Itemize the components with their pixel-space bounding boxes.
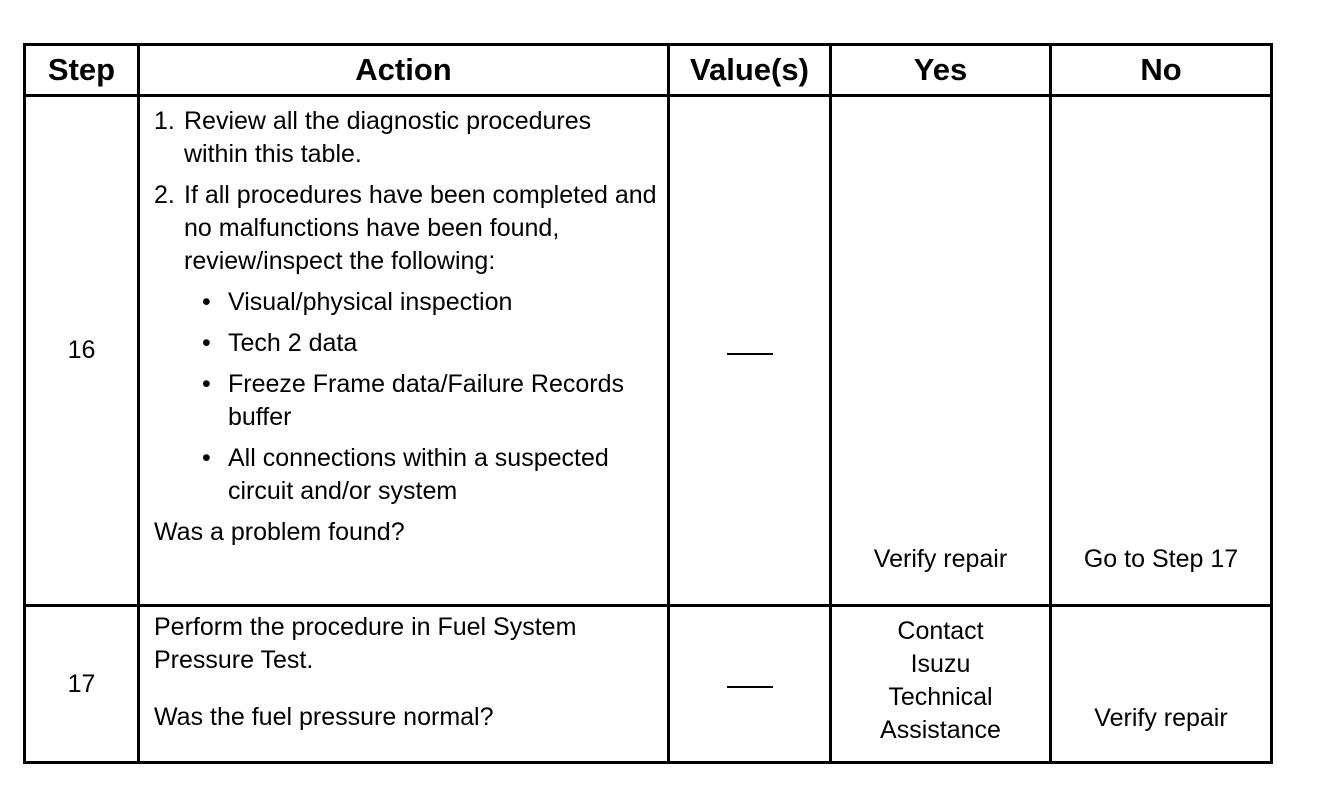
- numbered-item: [154, 179, 659, 278]
- question-text: Was a problem found?: [154, 518, 405, 546]
- item-text: Review all the diagnostic procedures within this table.: [184, 107, 592, 168]
- no-result: Go to Step 17: [1083, 545, 1239, 573]
- header-no: No: [1051, 45, 1272, 96]
- value-cell: [669, 96, 831, 606]
- list-item: [154, 286, 659, 319]
- dash-icon: [727, 353, 773, 355]
- bullet-icon: •: [202, 288, 211, 316]
- yes-result: Verify repair: [873, 545, 1008, 573]
- header-step: Step: [25, 45, 139, 96]
- list-item: [154, 442, 659, 508]
- action-text: Perform the procedure in Fuel System Pressure Test.: [154, 613, 577, 674]
- no-cell: [1051, 96, 1272, 606]
- step-number: 16: [25, 96, 139, 606]
- action-cell: [139, 96, 669, 606]
- yes-cell: [831, 606, 1051, 763]
- header-values: Value(s): [669, 45, 831, 96]
- list-item: [154, 368, 659, 434]
- inspection-list: [154, 286, 659, 508]
- list-item-text: Visual/physical inspection: [228, 288, 513, 316]
- list-item-text: Freeze Frame data/Failure Records buffer: [228, 370, 624, 431]
- item-text: If all procedures have been completed and no malfunctions have been found, review/inspect the following:: [184, 181, 657, 275]
- yes-cell: [831, 96, 1051, 606]
- no-result: Verify repair: [1094, 704, 1228, 732]
- yes-result: Contact Isuzu Technical Assistance: [880, 617, 1001, 744]
- action-cell: [139, 606, 669, 763]
- list-item-text: Tech 2 data: [228, 329, 358, 357]
- value-cell: [669, 606, 831, 763]
- question-text: Was the fuel pressure normal?: [154, 703, 494, 731]
- list-item-text: All connections within a suspected circuit and/or system: [228, 444, 609, 505]
- diagnostic-table: [23, 43, 1273, 764]
- item-number: 2.: [154, 181, 175, 209]
- dash-icon: [727, 686, 773, 688]
- header-yes: Yes: [831, 45, 1051, 96]
- table-row-step-17: [25, 606, 1272, 763]
- bullet-icon: •: [202, 444, 211, 472]
- list-item: [154, 327, 659, 360]
- no-cell: [1051, 606, 1272, 763]
- header-action: Action: [139, 45, 669, 96]
- item-number: 1.: [154, 107, 175, 135]
- bullet-icon: •: [202, 370, 211, 398]
- numbered-item: [154, 105, 659, 171]
- header-row: [25, 45, 1272, 96]
- bullet-icon: •: [202, 329, 211, 357]
- step-number: 17: [25, 606, 139, 763]
- table-row-step-16: [25, 96, 1272, 606]
